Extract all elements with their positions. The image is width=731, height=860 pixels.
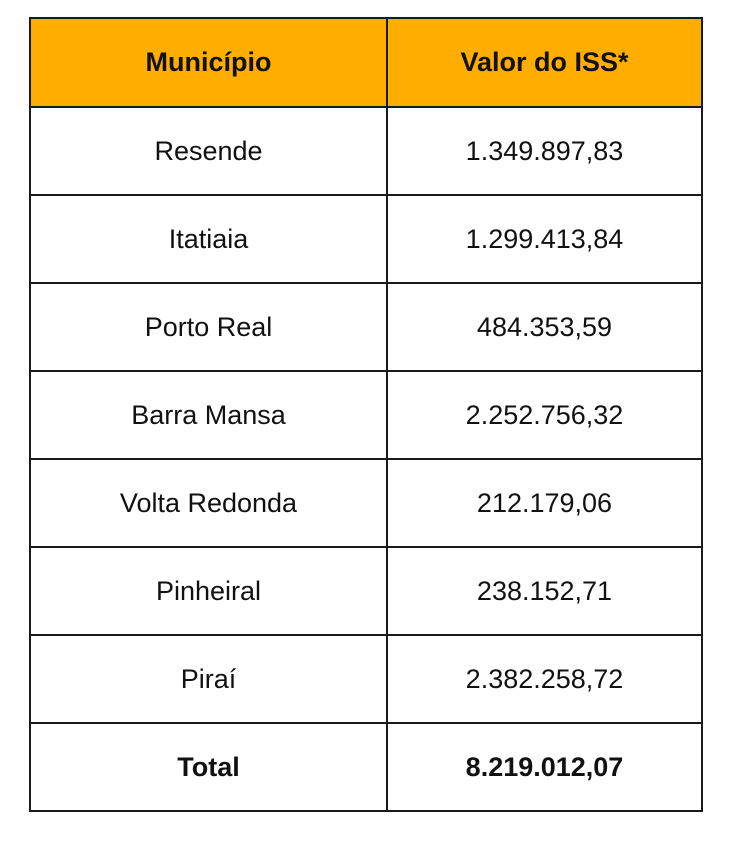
total-row [30,723,702,811]
cell-municipio: Volta Redonda [30,459,387,547]
table-row [30,547,702,635]
table-row [30,195,702,283]
iss-table [29,17,703,812]
table-row [30,107,702,195]
cell-valor: 238.152,71 [387,547,702,635]
column-header-valor-iss: Valor do ISS* [387,18,702,107]
cell-municipio: Piraí [30,635,387,723]
cell-municipio: Pinheiral [30,547,387,635]
cell-municipio: Resende [30,107,387,195]
table-row [30,283,702,371]
cell-municipio: Barra Mansa [30,371,387,459]
cell-valor: 2.252.756,32 [387,371,702,459]
column-header-municipio: Município [30,18,387,107]
table-header-row [30,18,702,107]
table-row [30,371,702,459]
cell-valor: 1.349.897,83 [387,107,702,195]
total-value: 8.219.012,07 [387,723,702,811]
total-label: Total [30,723,387,811]
cell-valor: 484.353,59 [387,283,702,371]
table-row [30,635,702,723]
cell-municipio: Porto Real [30,283,387,371]
cell-valor: 212.179,06 [387,459,702,547]
cell-municipio: Itatiaia [30,195,387,283]
cell-valor: 1.299.413,84 [387,195,702,283]
cell-valor: 2.382.258,72 [387,635,702,723]
table-row [30,459,702,547]
